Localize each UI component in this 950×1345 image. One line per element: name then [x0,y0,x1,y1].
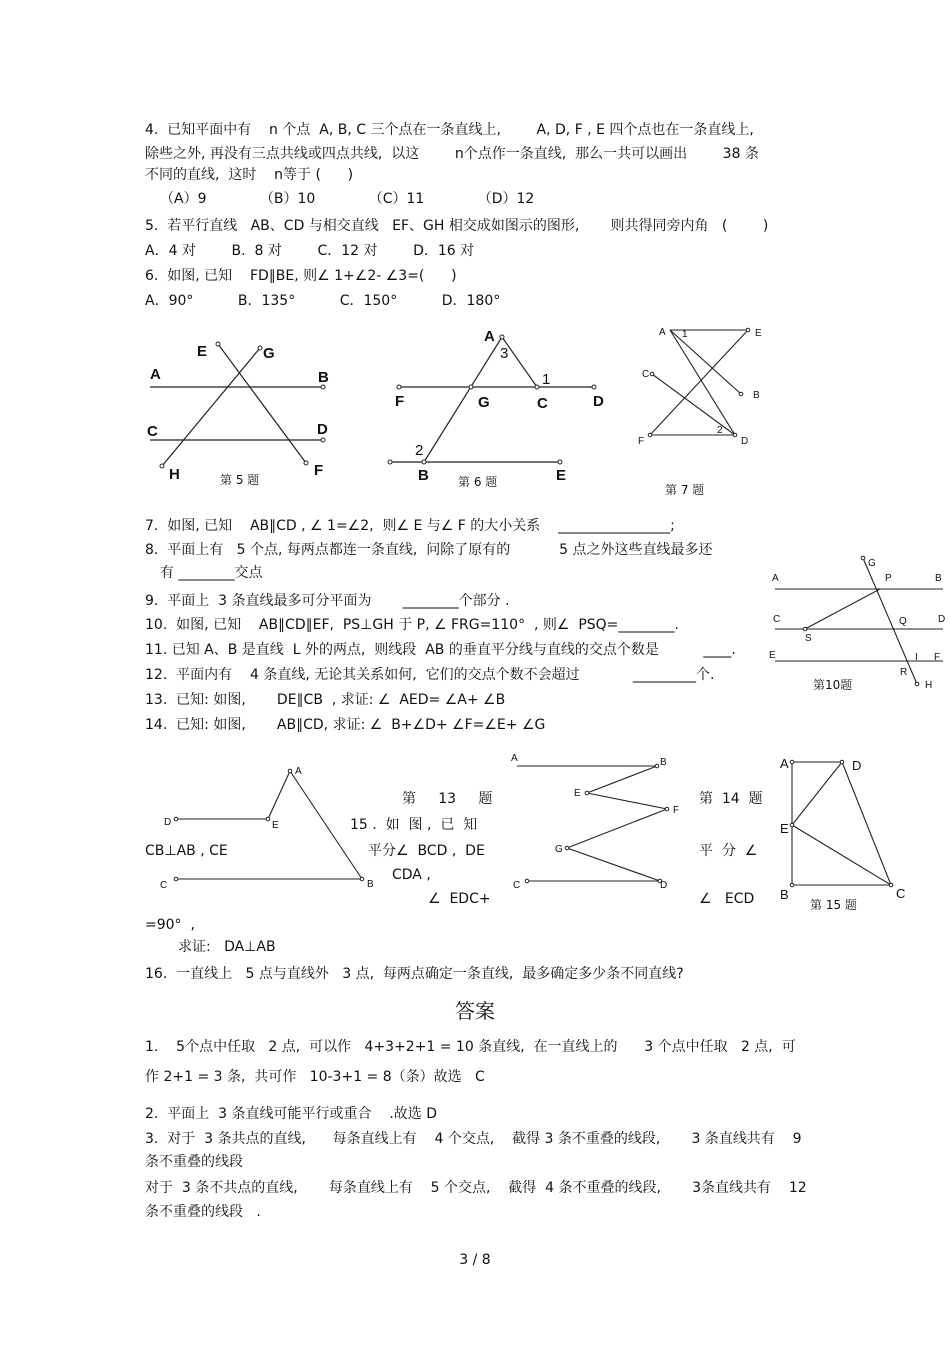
q15-fragment-2: CB⊥AB , CE [145,843,228,859]
q14: 14. 已知: 如图, AB∥CD, 求证: ∠ B+∠D+ ∠F=∠E+ ∠G [145,717,546,733]
label-r: R [900,667,908,678]
label-a: A [150,366,161,383]
label-b: B [780,887,789,902]
answer-3-line3: 对于 3 条不共点的直线, 每条直线上有 5 个交点, 截得 4 条不重叠的线段, 3条直线共有 12 [145,1180,807,1196]
answer-3-line4: 条不重叠的线段 . [145,1204,261,1220]
label-d: D [660,880,668,891]
label-f: F [395,393,405,410]
label-b: B [418,467,429,484]
q15-fragment-5: CDA , [392,867,431,883]
label-b: B [660,757,667,768]
q15-fragment-1: 15 . 如 图 , 已 知 [350,817,478,833]
figure-15 [772,752,922,922]
label-c: C [773,614,781,625]
label-s: S [805,633,812,644]
label-g: G [555,844,563,855]
label-angle-2: 2 [717,425,723,436]
line-ps [805,589,880,629]
label-a: A [659,327,666,338]
label-angle-2: 2 [415,442,424,459]
q11: 11. 已知 A、B 是直线 L 外的两点, 则线段 AB 的垂直平分线与直线的交点个数是 ____. [145,642,736,658]
figure-7-caption: 第 7 题 [665,483,705,497]
label-angle-1: 1 [682,329,688,340]
label-d: D [852,758,862,773]
q9: 9. 平面上 3 条直线最多可分平面为 ________个部分 . [145,593,510,609]
label-a: A [772,573,779,584]
label-b: B [753,390,760,401]
q15-proof: 求证: DA⊥AB [178,939,276,955]
label-angle-3: 3 [500,345,509,362]
figure-14-caption: 第 14 题 [699,791,763,807]
q15-fragment-7: ∠ ECD [699,891,755,907]
label-q: Q [899,616,907,627]
label-a: A [511,753,518,764]
q13: 13. 已知: 如图, DE∥CB , 求证: ∠ AED= ∠A+ ∠B [145,692,506,708]
line-be [587,766,657,793]
label-f: F [934,652,941,663]
figure-10-caption: 第10题 [813,678,853,692]
answer-2: 2. 平面上 3 条直线可能平行或重合 .故选 D [145,1106,437,1122]
q6-line1: 6. 如图, 已知 FD∥BE, 则∠ 1+∠2- ∠3=( ) [145,268,457,284]
label-g: G [868,558,876,569]
label-h: H [925,680,933,691]
label-e: E [755,328,762,339]
q5-options: A．4 对 B. 8 对 C．12 对 D．16 对 [145,243,475,259]
label-d: D [164,817,172,828]
figure-15-caption: 第 15 题 [810,898,857,912]
label-e: E [556,467,567,484]
line-dc [842,762,891,885]
line-ea [268,771,290,819]
label-d: D [593,393,604,410]
page-number: 3 / 8 [459,1252,491,1268]
figure-6-caption: 第 6 题 [458,475,498,489]
label-d: D [938,614,946,625]
q8-line1: 8. 平面上有 5 个点, 每两点都连一条直线, 问除了原有的 5 点之外这些直线最多还 [145,542,713,558]
figure-5-caption: 第 5 题 [220,473,260,487]
label-a: A [484,328,495,345]
line-ab [424,337,502,462]
label-c: C [896,886,906,901]
line-ab [670,330,741,394]
label-e: E [272,820,279,831]
label-e: E [197,343,208,360]
label-b: B [935,573,942,584]
figure-7 [635,320,775,500]
figure-13-caption: 第 13 题 [402,791,493,807]
answer-3-line2: 条不重叠的线段 [145,1154,243,1170]
label-h: H [169,466,180,483]
label-f: F [673,805,680,816]
line-ad [670,330,735,435]
label-a: A [780,756,789,771]
label-d: D [317,421,328,438]
label-b: B [318,369,329,386]
line-ec [792,825,891,885]
line-ed [792,762,842,825]
label-d: D [741,436,749,447]
line-gh [162,348,260,466]
label-c: C [537,395,548,412]
q12: 12. 平面内有 4 条直线, 无论其关系如何, 它们的交点个数不会超过 _________个. [145,667,715,683]
q4-options: （A）9 （B）10 （C）11 （D）12 [160,191,535,207]
q6-options: A．90° B．135° C．150° D．180° [145,293,501,309]
label-angle-1: 1 [542,371,551,388]
q5-line1: 5. 若平行直线 AB、CD 与相交直线 EF、GH 相交成如图示的图形, 则共得同旁内角 ( ) [145,218,769,234]
label-i: I [915,652,918,663]
line-ef [218,344,306,463]
q16: 16. 一直线上 5 点与直线外 3 点, 每两点确定一条直线, 最多确定多少条不同直线? [145,966,684,982]
answer-1-line2: 作 2+1 = 3 条, 共可作 10-3+1 = 8（条）故选 C [145,1069,485,1085]
label-c: C [513,880,521,891]
q10: 10. 如图, 已知 AB∥CD∥EF, PS⊥GH 于 P, ∠ FRG=110° , 则∠ PSQ=________. [145,617,679,633]
label-f: F [638,436,645,447]
label-g: G [478,394,490,411]
label-f: F [314,462,324,479]
label-e: E [769,650,776,661]
line-ef [650,330,748,435]
label-c: C [147,423,158,440]
figure-14 [505,750,695,895]
answer-1-line1: 1. 5个点中任取 2 点, 可以作 4+3+2+1 = 10 条直线, 在一直线上的 3 个点中任取 2 点, 可 [145,1039,796,1055]
answers-title: 答案 [455,999,495,1023]
line-ef [587,793,667,809]
q4-line3: 不同的直线, 这时 n等于 ( ) [145,167,354,183]
label-e: E [780,821,789,836]
line-fg [567,809,667,848]
q7: 7. 如图, 已知 AB∥CD , ∠ 1=∠2, 则∠ E 与∠ F 的大小关系 ________________; [145,518,675,534]
label-a: A [295,766,302,777]
line-gd [567,848,660,881]
label-p: P [885,573,892,584]
q15-fragment-8: =90° , [145,917,195,933]
q8-line2: 有 ________交点 [160,565,263,581]
label-g: G [263,345,275,362]
q4-line1: 4. 已知平面中有 n 个点 A, B, C 三个点在一条直线上, A, D, F , E 四个点也在一条直线上, [145,122,754,138]
q15-fragment-3: 平分∠ BCD , DE [368,843,485,859]
label-b: B [367,879,374,890]
label-e: E [574,788,581,799]
answer-3-line1: 3. 对于 3 条共点的直线, 每条直线上有 4 个交点, 截得 3 条不重叠的线段, 3 条直线共有 9 [145,1131,802,1147]
q4-line2: 除些之外, 再没有三点共线或四点共线, 以这 n个点作一条直线, 那么一共可以画出 38 条 [145,146,759,162]
q15-fragment-6: ∠ EDC+ [428,891,491,907]
figure-5 [140,330,340,495]
figure-10 [765,550,950,700]
label-c: C [160,880,168,891]
label-c: C [642,369,650,380]
figure-6 [380,320,620,495]
q15-fragment-4: 平 分 ∠ [699,843,758,859]
figure-13 [150,760,380,900]
